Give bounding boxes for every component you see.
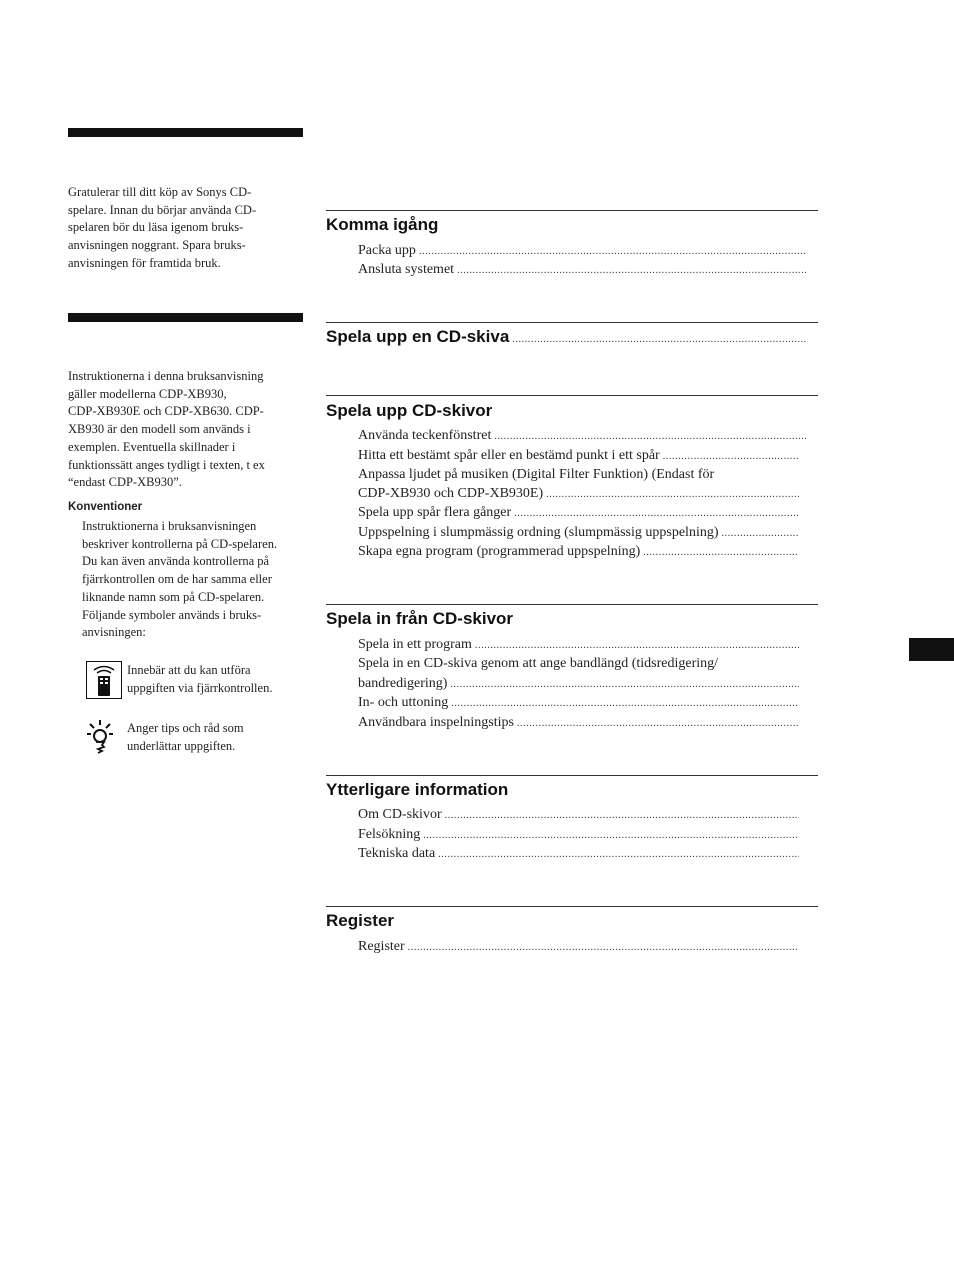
toc-heading-komma-igang: Komma igång	[326, 215, 439, 234]
toc-rule	[326, 906, 818, 907]
remote-symbol-text	[127, 661, 272, 697]
about-line: Instruktionerna i denna bruksanvisning	[68, 369, 264, 383]
toc-item: In- och uttoning .....	[358, 695, 799, 711]
conventions-heading: Konventioner	[68, 501, 143, 513]
remote-control-icon	[86, 661, 122, 697]
toc-item: bandredigering) .....	[358, 676, 799, 692]
toc-item: Skapa egna program (programmerad uppspelning) .....	[358, 544, 799, 560]
toc-rule	[326, 322, 818, 323]
section-bar-top	[68, 128, 303, 137]
conventions-line: liknande namn som på CD-spelaren.	[82, 589, 265, 604]
toc-rule	[326, 775, 818, 776]
symbol-line: uppgiften via fjärrkontrollen.	[127, 681, 273, 695]
intro-line: Gratulerar till ditt köp av Sonys CD-	[68, 185, 252, 199]
toc-item: Packa upp .....	[358, 243, 806, 259]
toc-heading-spela-upp-cd-skivor: Spela upp CD-skivor	[326, 401, 493, 420]
about-line: XB930 är den modell som används i	[68, 422, 251, 437]
intro-text	[68, 184, 288, 273]
toc-item-line: Anpassa ljudet på musiken (Digital Filter Funktion) (Endast för	[358, 467, 715, 482]
toc-item: Uppspelning i slumpmässig ordning (slumpmässig uppspelning) .....	[358, 525, 799, 541]
conventions-line: Följande symboler används i bruks-	[82, 607, 262, 622]
conventions-text	[82, 518, 307, 642]
toc-rule	[326, 604, 818, 605]
about-line: funktionssätt anges tydligt i texten, t ex	[68, 457, 265, 472]
intro-line: anvisningen för framtida bruk.	[68, 255, 221, 270]
intro-line: spelare. Innan du börjar använda CD-	[68, 202, 257, 217]
toc-heading-spela-in-fran-cd-skivor: Spela in från CD-skivor	[326, 609, 514, 628]
about-line: CDP-XB930E och CDP-XB630. CDP-	[68, 404, 264, 419]
toc-item-line: Spela in en CD-skiva genom att ange bandlängd (tidsredigering/	[358, 656, 719, 671]
toc-heading-register: Register	[326, 911, 395, 930]
toc-item: Ansluta systemet .....	[358, 262, 806, 278]
toc-rule	[326, 395, 818, 396]
toc-item: Felsökning .....	[358, 827, 799, 843]
toc-item: Spela in ett program .....	[358, 637, 799, 653]
about-line: gäller modellerna CDP-XB930,	[68, 386, 227, 401]
conventions-line: fjärrkontrollen om de har samma eller	[82, 572, 272, 587]
conventions-line: Du kan även använda kontrollerna på	[82, 554, 270, 569]
toc-item: Tekniska data .....	[358, 846, 799, 862]
toc-item: CDP-XB930 och CDP-XB930E) .....	[358, 486, 799, 502]
edge-tab-marker	[909, 638, 954, 661]
about-line: “endast CDP-XB930”.	[68, 475, 182, 490]
toc-item: Register .....	[358, 939, 799, 955]
toc-heading-ytterligare-information: Ytterligare information	[326, 780, 509, 799]
about-line: exemplen. Eventuella skillnader i	[68, 439, 236, 454]
light-bulb-icon	[86, 718, 122, 754]
conventions-line: anvisningen:	[82, 625, 146, 640]
toc-item: Användbara inspelningstips .....	[358, 715, 799, 731]
about-text	[68, 368, 288, 492]
tip-symbol-text	[127, 719, 244, 755]
toc-item: Om CD-skivor .....	[358, 807, 799, 823]
section-bar-middle	[68, 313, 303, 322]
toc-item: Hitta ett bestämt spår eller en bestämd punkt i ett spår .....	[358, 448, 799, 464]
symbol-line: underlättar uppgiften.	[127, 739, 236, 753]
toc-item: Spela upp spår flera gånger .....	[358, 505, 799, 521]
conventions-line: beskriver kontrollerna på CD-spelaren.	[82, 536, 278, 551]
toc-item: Använda teckenfönstret .....	[358, 428, 806, 444]
intro-line: spelaren bör du läsa igenom bruks-	[68, 220, 244, 235]
conventions-line: Instruktionerna i bruksanvisningen	[82, 519, 257, 533]
toc-rule	[326, 210, 818, 211]
toc-heading-spela-upp-en-cd-skiva: Spela upp en CD-skiva .....	[326, 327, 806, 347]
intro-line: anvisningen noggrant. Spara bruks-	[68, 238, 246, 253]
symbol-line: Anger tips och råd som	[127, 721, 244, 735]
symbol-line: Innebär att du kan utföra	[127, 663, 251, 677]
